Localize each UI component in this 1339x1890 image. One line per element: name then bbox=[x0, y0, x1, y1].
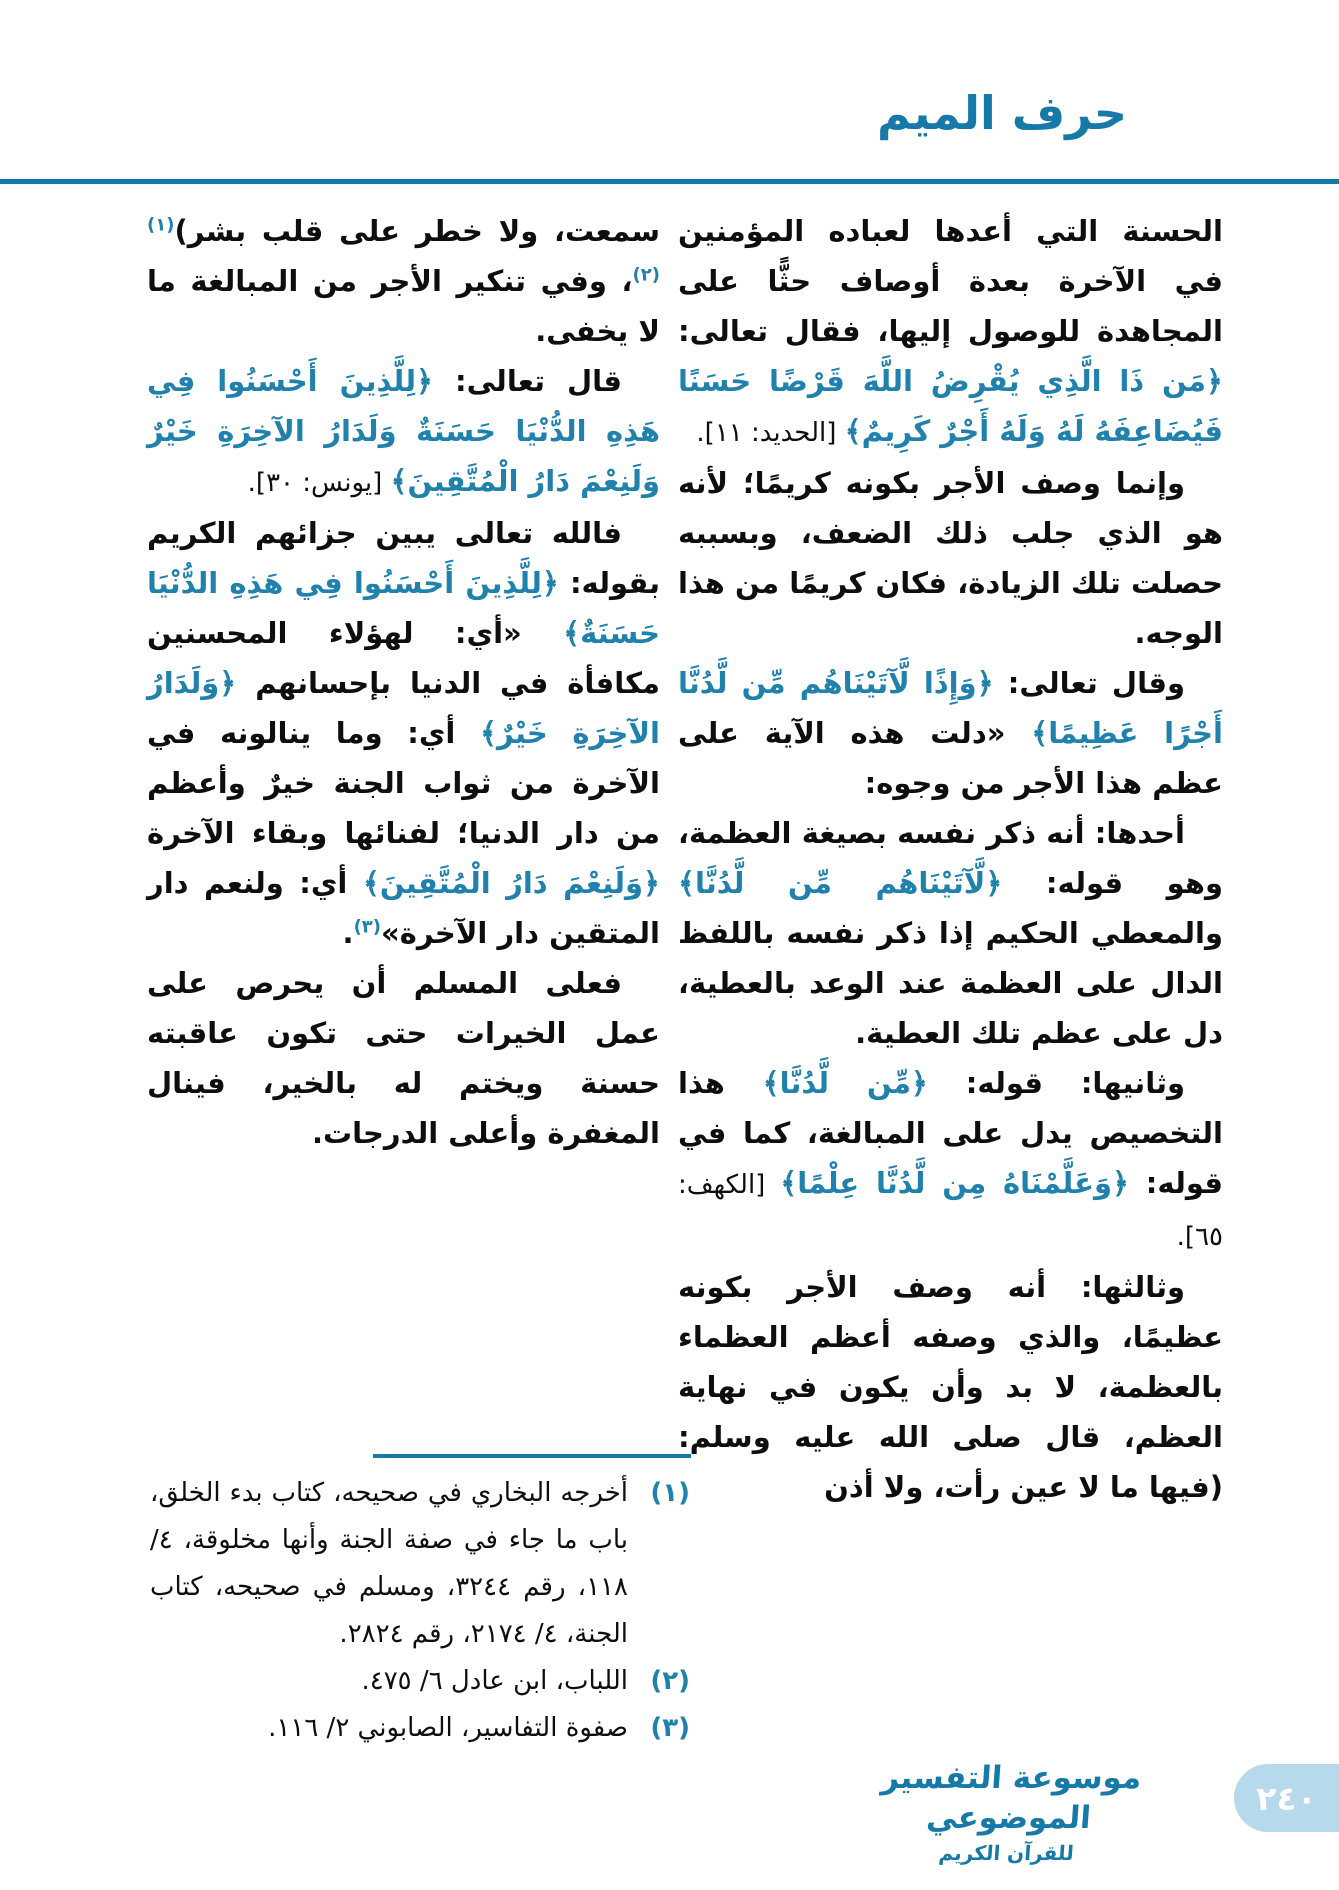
footnote-ref: (٣) bbox=[353, 916, 382, 938]
paragraph bbox=[678, 458, 1223, 658]
quran-quote: ﴿مِّن لَّدُنَّا﴾ bbox=[762, 1066, 928, 1100]
footnote bbox=[150, 1470, 692, 1658]
text-run: فعلى المسلم أن يحرص على عمل الخيرات حتى تكون عاقبته حسنة ويختم له بالخير، فينال المغفرة وأعلى الدرجات. bbox=[147, 966, 660, 1150]
text-run: وقال تعالى: bbox=[993, 666, 1185, 700]
text-run: أي: وما ينالونه في الآخرة من ثواب الجنة خيرٌ وأعظم من دار الدنيا؛ لفنائها وبقاء الآخرة bbox=[147, 716, 660, 850]
text-run: . bbox=[342, 916, 354, 950]
paragraph bbox=[147, 508, 660, 958]
footnote bbox=[150, 1705, 692, 1752]
text-run: وثانيها: قوله: bbox=[927, 1066, 1185, 1100]
quran-quote: ﴿وَلَنِعْمَ دَارُ الْمُتَّقِينَ﴾ bbox=[362, 866, 660, 900]
footnote-divider bbox=[373, 1454, 691, 1458]
text-run: وثالثها: أنه وصف الأجر بكونه عظيمًا، والذي وصفه أعظم العظماء بالعظمة، لا بد وأن يكون في نهاية العظم، قال صلى الله عليه وسلم: (فيها ما لا عين رأت، ولا أذن bbox=[678, 1270, 1223, 1504]
text-run: سمعت، ولا خطر على قلب بشر) bbox=[174, 214, 660, 248]
text-run: ، وفي تنكير الأجر من المبالغة ما لا يخفى. bbox=[147, 264, 660, 348]
paragraph bbox=[147, 356, 660, 508]
footnote-marker: (٣) bbox=[650, 1713, 690, 1743]
footnote-marker: (٢) bbox=[650, 1666, 690, 1696]
page-number-tab bbox=[1234, 1764, 1339, 1832]
text-run: قال تعالى: bbox=[433, 364, 622, 398]
quran-quote: ﴿وَلَدَارُ الآخِرَةِ خَيْرٌ﴾ bbox=[147, 666, 660, 750]
text-run: أي: ولنعم دار المتقين دار الآخرة» bbox=[147, 866, 660, 950]
text-run: «أي: لهؤلاء المحسنين مكافأة في الدنيا بإحسانهم bbox=[147, 616, 660, 700]
text-run: هذا التخصيص يدل على المبالغة، كما في قوله: bbox=[678, 1066, 1224, 1200]
quran-quote: ﴿وَعَلَّمْنَاهُ مِن لَّدُنَّا عِلْمًا﴾ bbox=[780, 1166, 1129, 1200]
footnote-text: أخرجه البخاري في صحيحه، كتاب بدء الخلق، باب ما جاء في صفة الجنة وأنها مخلوقة، ٤/ ١١٨، رقم ٣٢٤٤، ومسلم في صحيحه، كتاب الجنة، ٤/ ٢١٧٤، رقم ٢٨٢٤. bbox=[150, 1478, 628, 1649]
paragraph bbox=[147, 958, 660, 1158]
text-run: والمعطي الحكيم إذا ذكر نفسه باللفظ الدال على العظمة عند الوعد بالعطية، دل على عظم تلك العطية. bbox=[678, 916, 1223, 1050]
chapter-header: حرف الميم bbox=[877, 86, 1127, 140]
footnote-ref: (١)(٢) bbox=[147, 214, 660, 286]
quran-quote: ﴿لِلَّذِينَ أَحْسَنُوا فِي هَذِهِ الدُّنْيَا حَسَنَةٌ وَلَدَارُ الآخِرَةِ خَيْرٌ وَلَنِعْمَ دَارُ الْمُتَّقِينَ﴾ bbox=[147, 364, 660, 498]
text-column-right bbox=[678, 206, 1223, 1512]
verse-reference: [الحديد: ١١]. bbox=[696, 418, 845, 448]
text-run: أحدها: أنه ذكر نفسه بصيغة العظمة، وهو قوله: bbox=[678, 816, 1223, 900]
paragraph bbox=[147, 206, 660, 356]
page-number: ٢٤٠ bbox=[1256, 1778, 1317, 1818]
text-run: الحسنة التي أعدها لعباده المؤمنين في الآخرة بعدة أوصاف حثًّا على المجاهدة للوصول إليها، فقال تعالى: bbox=[678, 214, 1223, 348]
paragraph bbox=[678, 1262, 1223, 1512]
text-run: وإنما وصف الأجر بكونه كريمًا؛ لأنه هو الذي جلب ذلك الضعف، وبسببه حصلت تلك الزيادة، فكان كريمًا من هذا الوجه. bbox=[678, 466, 1223, 650]
paragraph bbox=[678, 808, 1223, 1058]
footnote-text: اللباب، ابن عادل ٦/ ٤٧٥. bbox=[361, 1666, 628, 1696]
quran-quote: ﴿مَن ذَا الَّذِي يُقْرِضُ اللَّهَ قَرْضًا حَسَنًا فَيُضَاعِفَهُ لَهُ وَلَهُ أَجْرٌ كَرِيمٌ﴾ bbox=[678, 364, 1223, 448]
footnote-text: صفوة التفاسير، الصابوني ٢/ ١١٦. bbox=[268, 1713, 628, 1743]
publisher-logo-title: موسوعة التفسير الموضوعي bbox=[880, 1760, 1143, 1836]
quran-quote: ﴿وَإِذًا لَّآتَيْنَاهُم مِّن لَّدُنَّا أَجْرًا عَظِيمًا﴾ bbox=[678, 666, 1223, 750]
quran-quote: ﴿لَّآتَيْنَاهُم مِّن لَّدُنَّا﴾ bbox=[678, 866, 1003, 900]
text-column-left bbox=[147, 206, 660, 1158]
footnote bbox=[150, 1658, 692, 1705]
text-run: فالله تعالى يبين جزائهم الكريم بقوله: bbox=[147, 516, 660, 600]
text-run: «دلت هذه الآية على عظم هذا الأجر من وجوه: bbox=[678, 716, 1223, 800]
publisher-logo bbox=[855, 1758, 1163, 1868]
paragraph bbox=[678, 206, 1223, 458]
publisher-logo-subtitle: للقرآن الكريم bbox=[937, 1841, 1075, 1865]
verse-reference: [يونس: ٣٠]. bbox=[247, 468, 391, 498]
paragraph bbox=[678, 658, 1223, 808]
paragraph bbox=[678, 1058, 1223, 1262]
quran-quote: ﴿لِلَّذِينَ أَحْسَنُوا فِي هَذِهِ الدُّنْيَا حَسَنَةٌ﴾ bbox=[147, 566, 660, 650]
footnote-marker: (١) bbox=[650, 1478, 690, 1508]
header-divider bbox=[0, 179, 1339, 184]
verse-reference: [الكهف: ٦٥]. bbox=[678, 1170, 1223, 1252]
footnotes-block bbox=[150, 1470, 692, 1752]
